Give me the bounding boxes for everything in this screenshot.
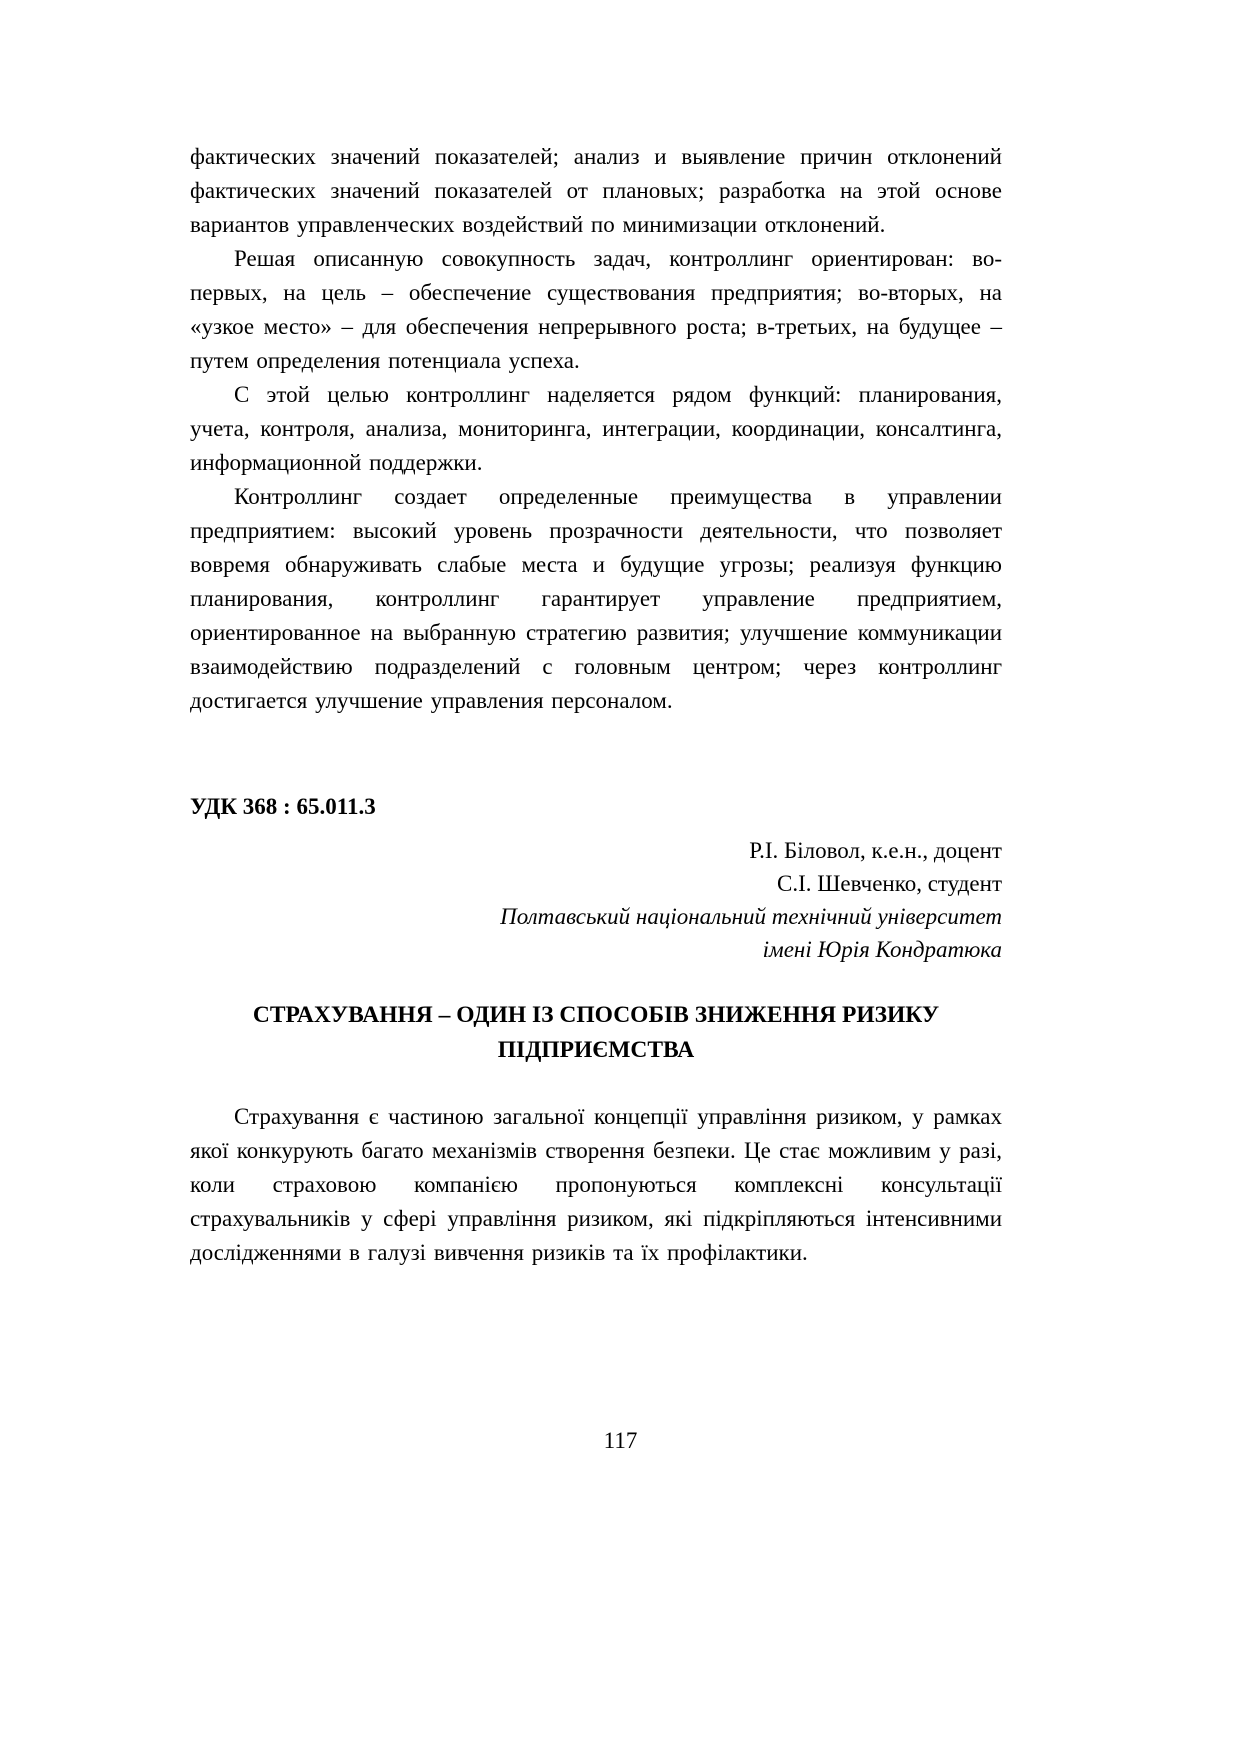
page-content (190, 140, 1002, 1270)
article-title: СТРАХУВАННЯ – ОДИН ІЗ СПОСОБІВ ЗНИЖЕННЯ РИЗИКУ ПІДПРИЄМСТВА (252, 1002, 940, 1063)
affiliation-block (190, 900, 1002, 966)
paragraph: С этой целью контроллинг наделяется рядом функций: планирования, учета, контроля, анализа, мониторинга, интеграции, координации, консалтинга, информационной поддержки. (190, 382, 1002, 475)
paragraph: фактических значений показателей; анализ и выявление причин отклонений фактических значений показателей от плановых; разработка на этой основе вариантов управленческих воздействий по минимизации отклонений. (190, 144, 1002, 237)
page-number: 117 (603, 1428, 638, 1453)
paragraph: Контроллинг создает определенные преимущества в управлении предприятием: высокий уровень прозрачности деятельности, что позволяет вовремя обнаруживать слабые места и будущие угрозы; реализуя функцию планирования, контроллинг гарантирует управление предприятием, ориентированное на выбранную стратегию развития; улучшение коммуникации взаимодействию подразделений с головным центром; через контроллинг достигается улучшение управления персоналом. (190, 484, 1002, 713)
authors-block (190, 834, 1002, 900)
paragraph: Страхування є частиною загальної концепції управління ризиком, у рамках якої конкурують багато механізмів створення безпеки. Це стає можливим у разі, коли страховою компанією пропонуються комплексні консультації страхувальників у сфері управління ризиком, які підкріпляються інтенсивними дослідженнями в галузі вивчення ризиків та їх профілактики. (190, 1104, 1002, 1265)
affiliation-line: Полтавський національний технічний університет (500, 904, 1002, 929)
author-line: С.І. Шевченко, студент (776, 871, 1002, 896)
affiliation-line: імені Юрія Кондратюка (762, 937, 1002, 962)
author-line: Р.І. Біловол, к.е.н., доцент (749, 838, 1002, 863)
udc-code: УДК 368 : 65.011.3 (190, 794, 376, 819)
paragraph: Решая описанную совокупность задач, контроллинг ориентирован: во-первых, на цель – обеспечение существования предприятия; во-вторых, на «узкое место» – для обеспечения непрерывного роста; в-третьих, на будущее – путем определения потенциала успеха. (190, 246, 1002, 373)
